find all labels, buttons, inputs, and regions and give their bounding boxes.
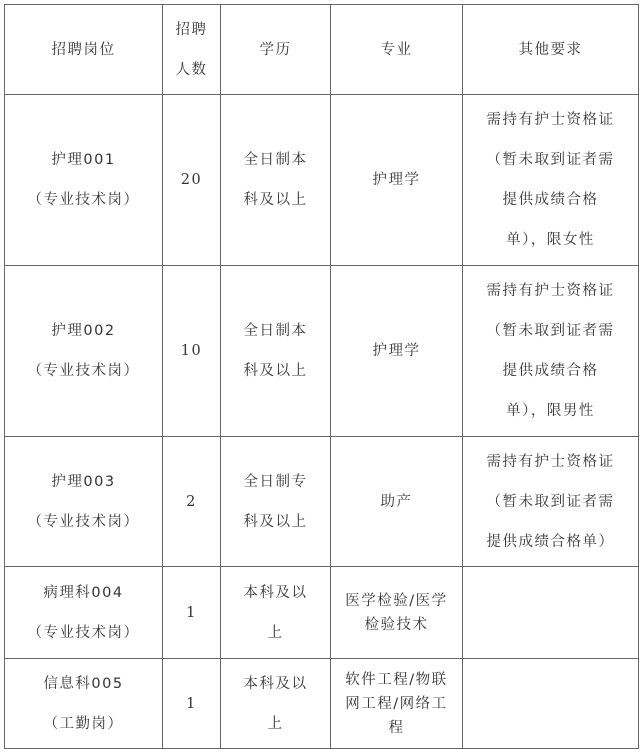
position-cell: 信息科005 （工勤岗） — [5, 659, 163, 749]
table-row — [5, 95, 639, 266]
header-major: 专业 — [331, 5, 463, 95]
major-cell: 护理学 — [331, 266, 463, 437]
position-cell: 护理003 （专业技术岗） — [5, 437, 163, 567]
other-cell: 需持有护士资格证 （暂未取到证者需 提供成绩合格 单），限男性 — [463, 266, 639, 437]
education-cell: 全日制本 科及以上 — [221, 266, 331, 437]
count-cell: 1 — [163, 659, 221, 749]
other-cell — [463, 567, 639, 659]
other-cell: 需持有护士资格证 （暂未取到证者需 提供成绩合格单） — [463, 437, 639, 567]
table-row — [5, 567, 639, 659]
position-cell: 病理科004 （专业技术岗） — [5, 567, 163, 659]
header-other: 其他要求 — [463, 5, 639, 95]
count-cell: 2 — [163, 437, 221, 567]
major-cell: 助产 — [331, 437, 463, 567]
count-cell: 20 — [163, 95, 221, 266]
header-row — [5, 5, 639, 95]
table-row — [5, 437, 639, 567]
header-position: 招聘岗位 — [5, 5, 163, 95]
table-row — [5, 659, 639, 749]
education-cell: 本科及以 上 — [221, 659, 331, 749]
header-count: 招聘 人数 — [163, 5, 221, 95]
other-cell — [463, 659, 639, 749]
education-cell: 全日制专 科及以上 — [221, 437, 331, 567]
count-cell: 10 — [163, 266, 221, 437]
recruitment-table — [4, 4, 639, 749]
position-cell: 护理002 （专业技术岗） — [5, 266, 163, 437]
header-education: 学历 — [221, 5, 331, 95]
table-row — [5, 266, 639, 437]
other-cell: 需持有护士资格证 （暂未取到证者需 提供成绩合格 单），限女性 — [463, 95, 639, 266]
education-cell: 本科及以 上 — [221, 567, 331, 659]
major-cell: 医学检验/医学 检验技术 — [331, 567, 463, 659]
education-cell: 全日制本 科及以上 — [221, 95, 331, 266]
major-cell: 软件工程/物联 网工程/网络工 程 — [331, 659, 463, 749]
major-cell: 护理学 — [331, 95, 463, 266]
position-cell: 护理001 （专业技术岗） — [5, 95, 163, 266]
count-cell: 1 — [163, 567, 221, 659]
